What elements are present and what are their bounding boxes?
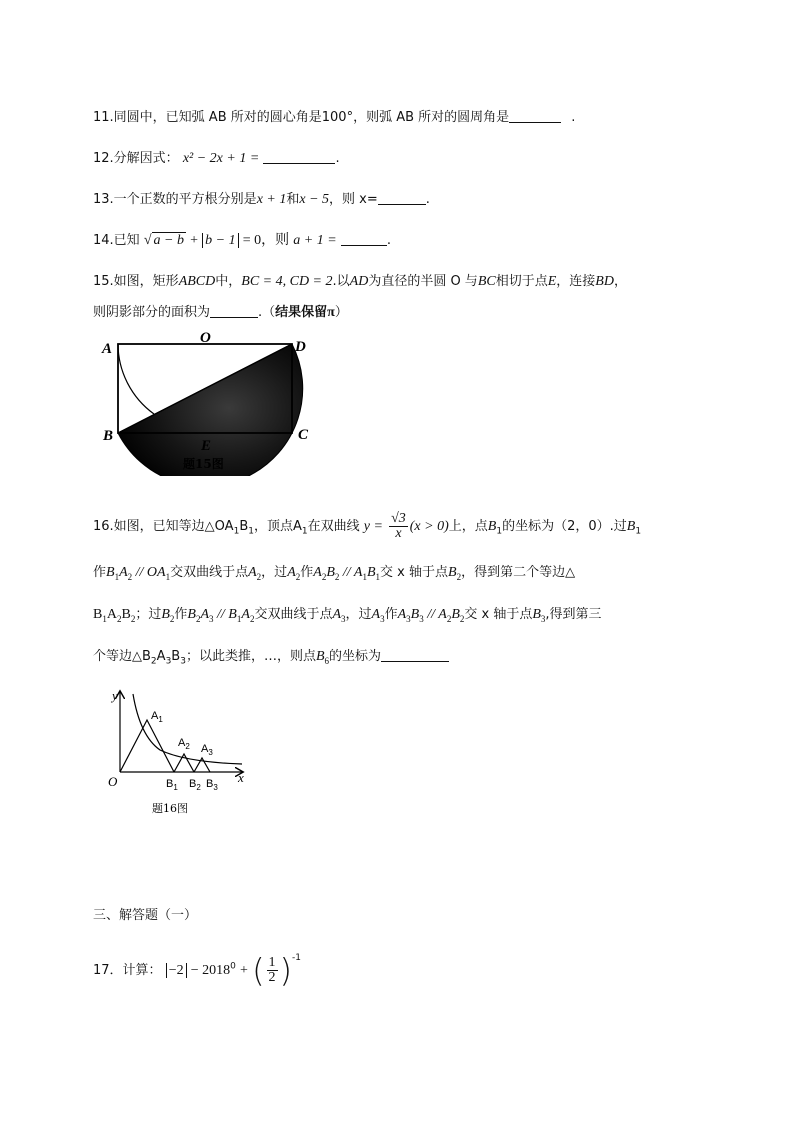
q17-exponent: -1 bbox=[292, 953, 302, 963]
q17-absolute: −2 bbox=[166, 963, 187, 978]
figure-15-caption: 题15图 bbox=[183, 457, 224, 471]
q13-root-b: x − 5 bbox=[299, 192, 330, 207]
q16-text: 的坐标为（2，0）.过 bbox=[502, 519, 627, 534]
label-a2: $A_2$ bbox=[178, 737, 190, 751]
triangle-oa1b1 bbox=[120, 720, 174, 772]
q16-text: 16.如图，已知等边△OA bbox=[93, 519, 234, 534]
q16-text: B bbox=[239, 519, 249, 534]
q14-plus: + bbox=[190, 233, 199, 248]
figure-16-caption: 题16图 bbox=[152, 802, 188, 815]
q15-rect-name: ABCD bbox=[178, 274, 216, 289]
question-17: 17．计算： $-2 - 2018^0$ + ( $\frac{1}{2}$ )$^{-1}$ bbox=[93, 951, 302, 990]
question-13 bbox=[93, 190, 430, 210]
q16-text: 在双曲线 bbox=[307, 519, 360, 534]
q16-text: 上，点 bbox=[448, 519, 488, 534]
q15-bc: BC bbox=[477, 274, 496, 289]
label-x: x bbox=[238, 770, 244, 785]
q16-func-denominator: x bbox=[395, 526, 402, 541]
q13-prefix: 13.一个正数的平方根分别是 bbox=[93, 192, 257, 207]
question-15-line-1 bbox=[93, 272, 627, 292]
label-b2: $B_2$ bbox=[189, 778, 201, 792]
q17-prefix: 17．计算： bbox=[93, 963, 162, 978]
q15-text: .（ bbox=[258, 305, 276, 320]
label-origin: O bbox=[108, 774, 118, 789]
label-a3: $A_3$ bbox=[201, 743, 213, 757]
label-a: A bbox=[102, 341, 113, 357]
question-16-line-4: 个等边$\triangle B_2A_3B_3$；以此类推，…，则点$B_6$的坐标为 bbox=[93, 647, 449, 672]
q15-text: ，连接 bbox=[556, 274, 596, 289]
q17-term: − 2018 bbox=[190, 963, 231, 978]
label-y: y bbox=[112, 688, 118, 703]
q16-text: 的坐标为 bbox=[329, 649, 382, 664]
question-12 bbox=[93, 149, 340, 169]
label-e: E bbox=[201, 438, 212, 454]
label-b3: $B_3$ bbox=[206, 778, 218, 792]
label-o: O bbox=[200, 330, 211, 346]
q16-text: ，过 bbox=[261, 565, 288, 580]
q12-prefix: 12.分解因式： bbox=[93, 151, 179, 166]
question-11 bbox=[93, 108, 575, 128]
q15-text: 为直径的半圆 O 与 bbox=[368, 274, 478, 289]
label-b1: $B_1$ bbox=[166, 778, 178, 792]
q16-text: 交 x 轴于点 bbox=[380, 565, 448, 580]
label-d: D bbox=[295, 339, 306, 355]
label-a1: $A_1$ bbox=[151, 710, 163, 724]
q15-text: ， bbox=[613, 274, 627, 289]
label-b: B bbox=[103, 428, 114, 444]
q16-text: 作 bbox=[300, 565, 314, 580]
q12-tail: . bbox=[335, 151, 340, 166]
q14-absolute: b − 1 bbox=[202, 233, 238, 248]
q17-plus: + bbox=[240, 963, 248, 978]
q16-text: 交双曲线于点 bbox=[170, 565, 249, 580]
answer-blank bbox=[381, 647, 449, 662]
q16-text: ，过 bbox=[345, 607, 372, 622]
q13-and: 和 bbox=[286, 192, 300, 207]
semicircle-arc-left bbox=[118, 344, 154, 414]
question-16-line-3: $B_1A_2B_2$；过$B_2$作$B_2A_3 // B_1A_2$交双曲线于点$A_3$，过$A_3$作$A_3B_3 // A_2B_2$交 x 轴于点$B_3$,得到第三 bbox=[93, 607, 602, 624]
q12-expression: x² − 2x + 1 = bbox=[182, 151, 260, 166]
q15-bold-note: 结果保留 bbox=[275, 305, 328, 320]
answer-blank bbox=[509, 108, 561, 123]
q14-radicand: a − b bbox=[153, 233, 184, 248]
q15-bd: BD bbox=[595, 274, 614, 289]
q15-pi: π bbox=[327, 305, 335, 320]
q16-function-fraction bbox=[389, 512, 408, 541]
q14-equals: = 0，则 bbox=[242, 233, 290, 248]
question-15-line-2 bbox=[93, 303, 348, 323]
label-c: C bbox=[298, 427, 309, 443]
q14-expression: a + 1 = bbox=[293, 233, 337, 248]
q15-text: ） bbox=[334, 305, 348, 320]
q15-e: E bbox=[547, 274, 557, 289]
question-16-line-2: 作$B_1A_2 // OA_1$交双曲线于点$A_2$，过$A_2$作$A_2B_2 // A_1B_1$交 x 轴于点$B_2$，得到第二个等边△ bbox=[93, 565, 576, 582]
q16-text: ,得到第三 bbox=[545, 607, 602, 622]
figure-16 bbox=[100, 686, 260, 821]
q11-text: 11.同圆中，已知弧 AB 所对的圆心角是100°，则弧 AB 所对的圆周角是 bbox=[93, 110, 510, 125]
answer-blank bbox=[210, 303, 258, 318]
q17-numerator: 1 bbox=[268, 955, 276, 970]
q16-text: ；过 bbox=[135, 607, 162, 622]
q14-tail: . bbox=[386, 233, 391, 248]
q15-text: 中， bbox=[215, 274, 242, 289]
q17-exponent-zero: 0 bbox=[230, 961, 236, 972]
answer-blank bbox=[378, 190, 426, 205]
q13-root-a: x + 1 bbox=[256, 192, 287, 207]
q13-suffix: ，则 x= bbox=[329, 192, 378, 207]
q13-tail: . bbox=[425, 192, 430, 207]
q16-text: 交双曲线于点 bbox=[254, 607, 333, 622]
section-heading: 三、解答题（一） bbox=[93, 908, 198, 923]
q15-text: 则阴影部分的面积为 bbox=[93, 305, 211, 320]
answer-blank bbox=[263, 149, 335, 164]
answer-blank bbox=[341, 231, 387, 246]
q16-func-numerator: √3 bbox=[391, 511, 406, 526]
q17-denominator: 2 bbox=[268, 970, 276, 985]
q16-text: 作 bbox=[93, 565, 107, 580]
q15-text: .以 bbox=[332, 274, 350, 289]
q16-function-domain: (x > 0) bbox=[409, 519, 449, 534]
q16-text: ；以此类推，…，则点 bbox=[185, 649, 316, 664]
q16-text: 作 bbox=[174, 607, 188, 622]
q15-text: 15.如图，矩形 bbox=[93, 274, 179, 289]
q15-condition: BC = 4, CD = 2 bbox=[241, 274, 333, 289]
question-14: 14.已知 √ a − b + b − 1 = 0，则 a + 1 = . bbox=[93, 233, 391, 248]
q16-function-y: y = bbox=[363, 519, 383, 534]
q15-ad: AD bbox=[349, 274, 369, 289]
hyperbola-curve bbox=[133, 694, 242, 764]
q16-text: 个等边△B bbox=[93, 649, 151, 664]
figure-15 bbox=[96, 326, 326, 476]
question-16-line-1: 16.如图，已知等边$\triangle OA_1B_1$，顶点$A_1$在双曲线 y = $\frac{√3}{x}$ (x > 0)上，点$B_1$的坐标为（2，0）.过$B_1$ bbox=[93, 511, 642, 541]
q16-text: 作 bbox=[384, 607, 398, 622]
q17-fraction bbox=[267, 956, 278, 985]
q16-text: 交 x 轴于点 bbox=[464, 607, 533, 622]
q11-tail: . bbox=[571, 110, 576, 125]
q15-text: 相切于点 bbox=[495, 274, 548, 289]
q16-text: ，得到第二个等边△ bbox=[461, 565, 576, 580]
q14-prefix: 14.已知 bbox=[93, 233, 140, 248]
q16-text: ，顶点A bbox=[253, 519, 302, 534]
triangle-b1a2b2 bbox=[174, 754, 194, 772]
